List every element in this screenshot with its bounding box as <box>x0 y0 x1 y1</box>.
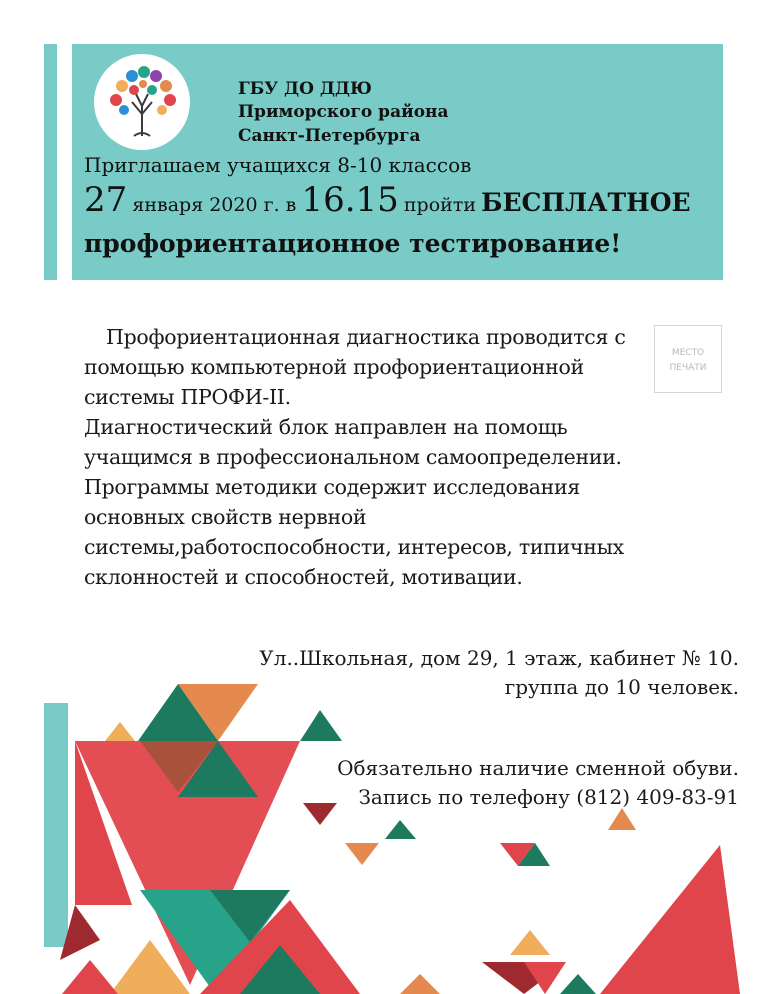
description-line: помощью компьютерной профориентационной <box>84 355 584 379</box>
free-label: БЕСПЛАТНОЕ <box>481 188 691 217</box>
date-day: 27 <box>84 180 128 220</box>
shoes-notice: Обязательно наличие сменной обуви. <box>337 756 739 780</box>
org-name-line2: Приморского района <box>238 102 449 122</box>
org-name-line3: Санкт-Петербурга <box>238 126 421 146</box>
description-line: учащимся в профессиональном самоопределении. <box>84 445 622 469</box>
description-line: склонностей и способностей, мотивации. <box>84 565 523 589</box>
date-month-year: января 2020 г. в <box>132 194 297 216</box>
description-line: Профориентационная диагностика проводится с <box>106 325 626 349</box>
description-line: Диагностический блок направлен на помощь <box>84 415 568 439</box>
action-word: пройти <box>403 194 476 216</box>
phone-registration: Запись по телефону (812) 409-83-91 <box>358 785 739 809</box>
description-line: системы,работоспособности, интересов, типичных <box>84 535 624 559</box>
event-title: профориентационное тестирование! <box>84 229 622 258</box>
address-text: Ул..Школьная, дом 29, 1 этаж, кабинет № 10. <box>259 646 739 670</box>
event-time: 16.15 <box>301 180 399 220</box>
stamp-label-line2: ПЕЧАТИ <box>669 363 707 373</box>
description-line: Программы методики содержит исследования <box>84 475 581 499</box>
description-line: системы ПРОФИ-II. <box>84 385 291 409</box>
org-name-line1: ГБУ ДО ДДЮ <box>238 79 372 99</box>
group-size-text: группа до 10 человек. <box>504 675 739 699</box>
description-line: основных свойств нервной <box>84 505 367 529</box>
invitation-text: Приглашаем учащихся 8-10 классов <box>84 153 472 177</box>
stamp-label-line1: МЕСТО <box>671 348 705 358</box>
